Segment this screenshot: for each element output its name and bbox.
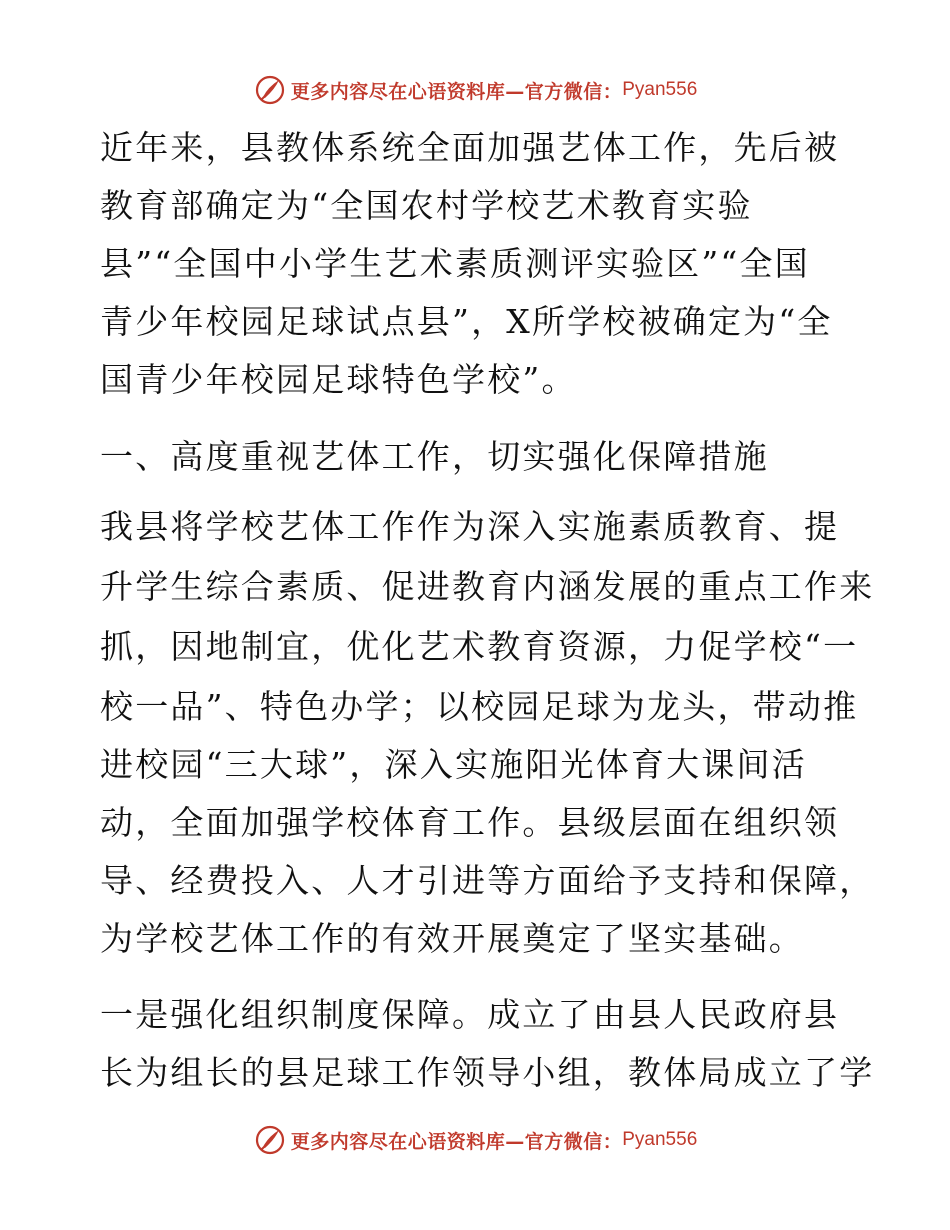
paragraph-2-line-1: 我县将学校艺体工作作为深入实施素质教育、提 [100,507,840,546]
section-heading-1: 一、高度重视艺体工作，切实强化保障措施 [100,437,769,476]
quill-logo-icon [253,73,287,107]
paragraph-1-line-3: 县”“全国中小学生艺术素质测评实验区”“全国 [100,244,810,283]
paragraph-1-line-1: 近年来，县教体系统全面加强艺体工作，先后被 [100,128,840,167]
paragraph-1-line-4: 青少年校园足球试点县”，X所学校被确定为“全 [100,302,833,341]
header-banner [0,70,950,110]
paragraph-1-line-2: 教育部确定为“全国农村学校艺术教育实验 [100,186,753,225]
paragraph-2-line-2: 升学生综合素质、促进教育内涵发展的重点工作来 [100,567,875,606]
paragraph-2-line-8: 为学校艺体工作的有效开展奠定了坚实基础。 [100,919,804,958]
banner-text: 更多内容尽在心语资料库—官方微信： [290,1130,623,1153]
paragraph-2-line-4: 校一品”、特色办学；以校园足球为龙头，带动推 [100,687,859,726]
banner-wechat-handle: Pyan556 [622,1129,698,1150]
quill-logo-icon [253,1123,287,1157]
paragraph-2-line-3: 抓，因地制宜，优化艺术教育资源，力促学校“一 [100,627,859,666]
footer-banner [0,1120,950,1160]
paragraph-3-line-2: 长为组长的县足球工作领导小组，教体局成立了学 [100,1053,875,1092]
paragraph-1-line-5: 国青少年校园足球特色学校”。 [100,360,577,399]
paragraph-3-line-1: 一是强化组织制度保障。成立了由县人民政府县 [100,995,840,1034]
paragraph-2-line-5: 进校园“三大球”，深入实施阳光体育大课间活 [100,745,807,784]
paragraph-2-line-7: 导、经费投入、人才引进等方面给予支持和保障， [100,861,875,900]
banner-text: 更多内容尽在心语资料库—官方微信： [290,80,623,103]
banner-wechat-handle: Pyan556 [622,79,698,100]
paragraph-2-line-6: 动，全面加强学校体育工作。县级层面在组织领 [100,803,840,842]
